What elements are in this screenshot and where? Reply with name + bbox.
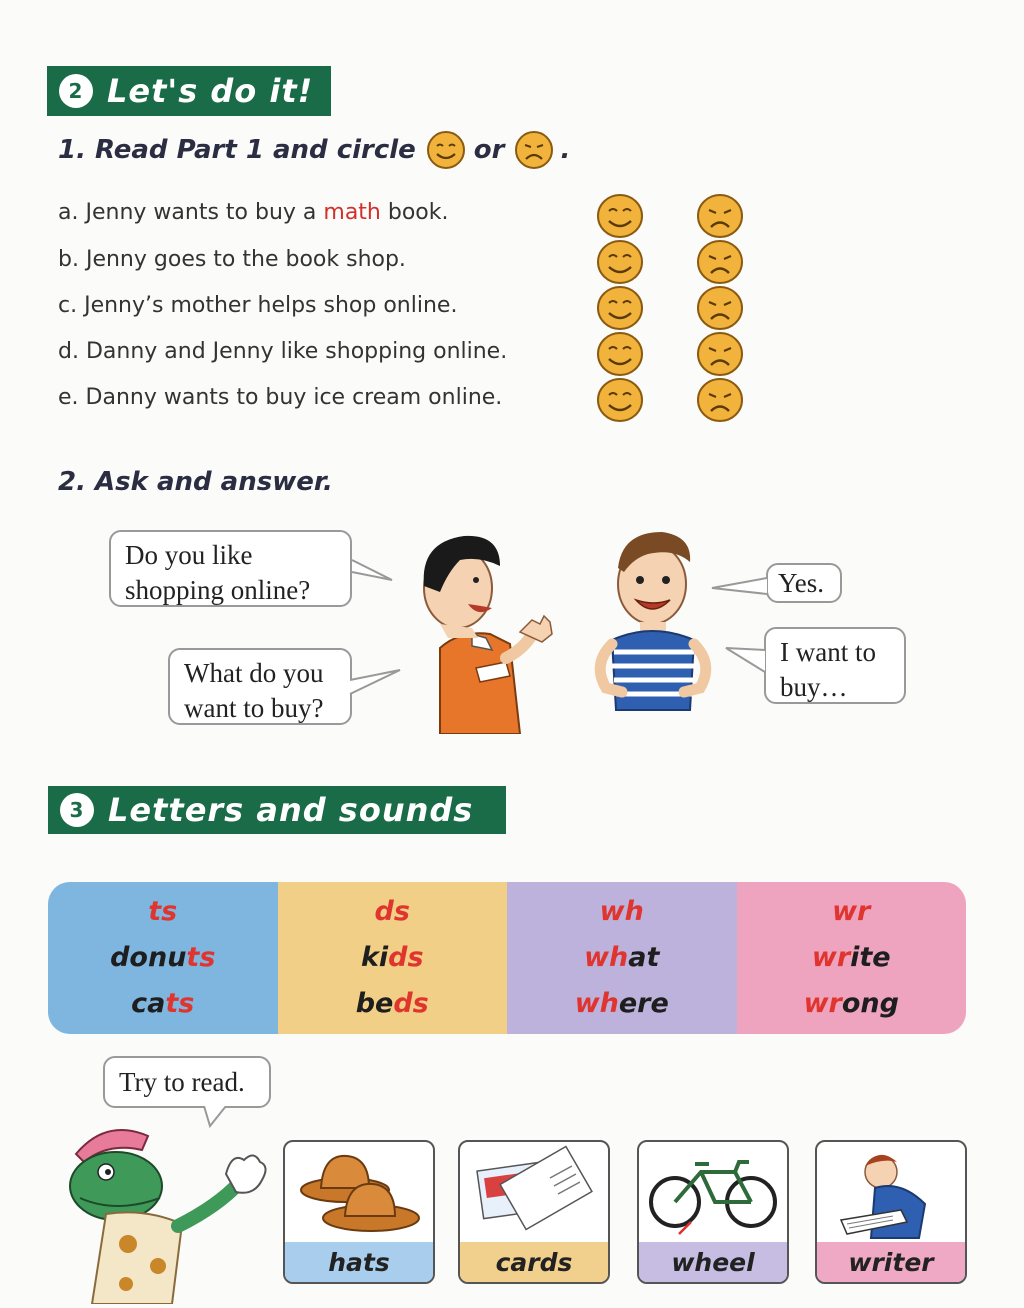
statement-text: Danny wants to buy ice cream online.	[85, 385, 503, 410]
speech-bubble-try-to-read	[103, 1056, 271, 1108]
card-label: wheel	[639, 1242, 787, 1282]
card-label: writer	[817, 1242, 965, 1282]
example-word: what	[584, 942, 660, 973]
statement-letter: c.	[58, 293, 78, 318]
card-label: cards	[460, 1242, 608, 1282]
example-word: cats	[131, 988, 195, 1019]
statement-letter: d.	[58, 339, 79, 364]
word-card-wheel	[637, 1140, 789, 1284]
dinosaur-mascot-illustration	[66, 1114, 272, 1304]
statement-letter: a.	[58, 200, 79, 225]
bubble-line: What do you	[184, 658, 324, 688]
section-header-letters-and-sounds	[48, 786, 506, 834]
statement-text: Jenny’s mother helps shop online.	[84, 293, 458, 318]
card-label: hats	[285, 1242, 433, 1282]
question-2-title: 2. Ask and answer.	[58, 467, 333, 497]
statement-text: Jenny goes to the book shop.	[85, 247, 406, 272]
example-word: donuts	[110, 942, 216, 973]
section-title: Letters and sounds	[108, 791, 474, 829]
sound-label: wr	[832, 896, 871, 927]
example-word: beds	[355, 988, 429, 1019]
boy-orange-shirt-illustration	[410, 528, 560, 734]
sound-label: ds	[374, 896, 410, 927]
statement-text: Danny and Jenny like shopping online.	[85, 339, 508, 364]
sound-label: wh	[599, 896, 644, 927]
bubble-line: Try to read.	[119, 1067, 245, 1097]
sound-column-wh	[507, 882, 737, 1034]
section-title: Let's do it!	[107, 72, 314, 110]
question-1-period: .	[560, 135, 571, 165]
example-word: where	[574, 988, 669, 1019]
example-word: kids	[360, 942, 424, 973]
statement-highlight: math	[323, 200, 381, 225]
example-word: write	[811, 942, 891, 973]
bicycle-icon	[639, 1142, 787, 1242]
sound-column-ds	[278, 882, 508, 1034]
bubble-line: Yes.	[778, 568, 825, 598]
sound-label: ts	[148, 896, 178, 927]
section-number: 2	[59, 74, 93, 108]
hats-icon	[285, 1142, 433, 1242]
boy-striped-shirt-illustration	[590, 528, 720, 714]
statement-letter: e.	[58, 385, 79, 410]
bubble-line: shopping online?	[125, 575, 311, 605]
sound-column-ts	[48, 882, 278, 1034]
bubble-line: buy…	[780, 672, 848, 702]
word-card-cards	[458, 1140, 610, 1284]
postcards-icon	[460, 1142, 608, 1242]
statement-letter: b.	[58, 247, 79, 272]
sound-column-wr	[737, 882, 967, 1034]
bubble-line: I want to	[780, 637, 876, 667]
statement-text: Jenny wants to buy a	[85, 200, 324, 225]
question-1-or: or	[473, 135, 505, 165]
section-number: 3	[60, 793, 94, 827]
word-card-hats	[283, 1140, 435, 1284]
example-word: wrong	[803, 988, 899, 1019]
writer-icon	[817, 1142, 965, 1242]
statement-text-end: book.	[380, 200, 449, 225]
bubble-line: want to buy?	[184, 693, 324, 723]
letters-sounds-table	[48, 882, 966, 1034]
question-1-text: 1. Read Part 1 and circle	[58, 135, 416, 165]
word-card-writer	[815, 1140, 967, 1284]
bubble-line: Do you like	[125, 540, 253, 570]
